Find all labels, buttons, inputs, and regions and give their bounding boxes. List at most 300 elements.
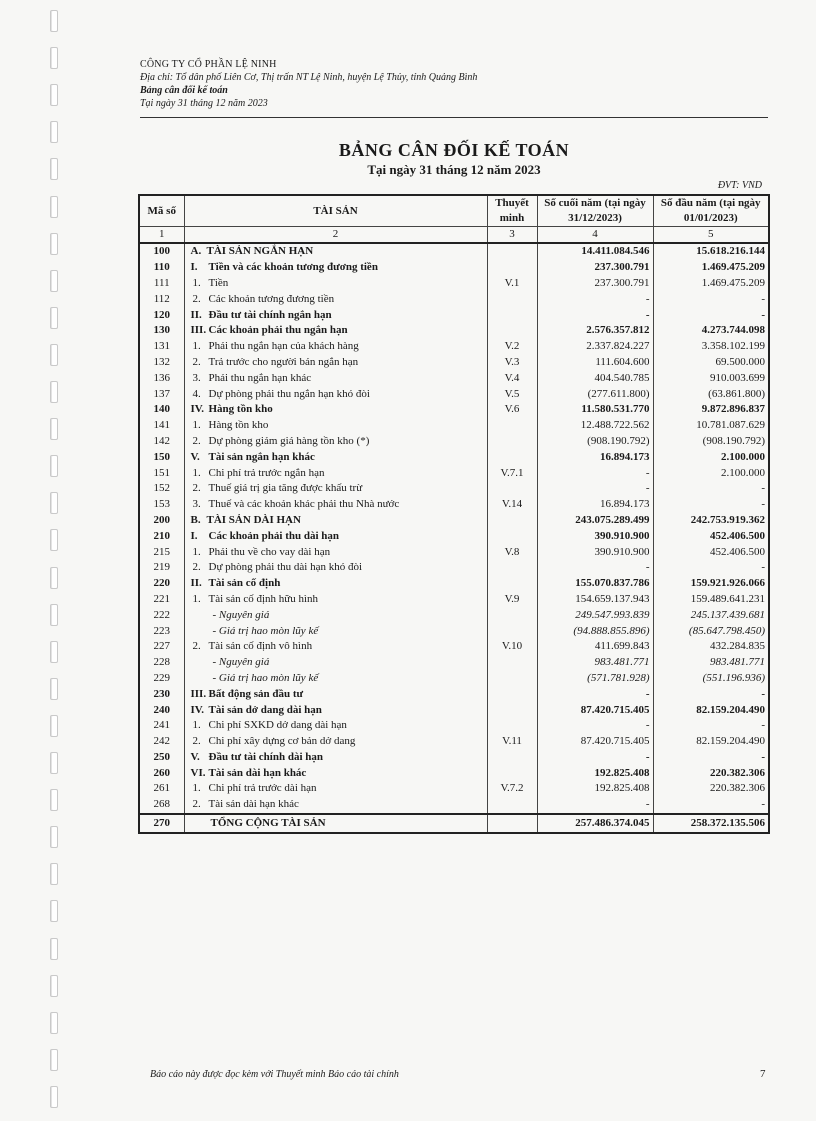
row-end-value: 154.659.137.943 [537,592,653,608]
row-start-value: (63.861.800) [653,386,769,402]
table-row [139,434,769,450]
table-row [139,386,769,402]
row-code: 111 [139,276,184,292]
row-end-value: 390.910.900 [537,544,653,560]
table-row [139,797,769,814]
row-label [184,655,487,671]
row-prefix: 2. [192,482,201,495]
binder-hole [50,789,58,811]
col-header-note: Thuyết minh [487,195,537,227]
row-note: V.3 [487,355,537,371]
row-code: 141 [139,418,184,434]
col-header-start: Số đầu năm (tại ngày 01/01/2023) [653,195,769,227]
binder-hole [50,567,58,589]
row-note: V.8 [487,544,537,560]
binder-hole [50,121,58,143]
page-title: BẢNG CÂN ĐỐI KẾ TOÁN [338,140,570,160]
col-index: 5 [653,227,769,244]
row-note [487,434,537,450]
row-label-text: Tài sản cố định vô hình [208,640,313,653]
row-code: 142 [139,434,184,450]
row-code: 110 [139,260,184,276]
row-start-value: 2.100.000 [653,465,769,481]
row-start-value: 10.781.087.629 [653,418,769,434]
row-start-value: 82.159.204.490 [653,702,769,718]
row-start-value: 9.872.896.837 [653,402,769,418]
row-note [487,797,537,814]
row-label [184,623,487,639]
table-row [139,560,769,576]
row-note [487,418,537,434]
row-start-value: - [653,481,769,497]
row-start-value: 159.489.641.231 [653,592,769,608]
row-end-value: (94.888.855.896) [537,623,653,639]
row-label [184,750,487,766]
header-divider [140,117,768,118]
row-end-value: 192.825.408 [537,765,653,781]
row-start-value: 2.100.000 [653,449,769,465]
binder-hole [50,344,58,366]
table-row [139,544,769,560]
row-label-text: Tài sản cố định hữu hình [208,592,319,605]
row-prefix: 1. [192,782,201,795]
balance-sheet-table [138,194,770,834]
table-row [139,576,769,592]
row-prefix: 1. [192,545,201,558]
column-index-row [139,227,769,244]
row-end-value: - [537,686,653,702]
row-code: 210 [139,528,184,544]
table-row [139,623,769,639]
binder-hole [50,47,58,69]
row-end-value: 16.894.173 [537,449,653,465]
row-label-text: Tài sản dở dang dài hạn [208,703,322,716]
row-label [184,449,487,465]
row-start-value: 15.618.216.144 [653,243,769,260]
binder-hole [50,863,58,885]
row-code: 242 [139,734,184,750]
binder-hole [50,604,58,626]
binder-hole [50,196,58,218]
row-code: 260 [139,765,184,781]
row-note [487,702,537,718]
table-row [139,655,769,671]
row-prefix: V. [190,750,200,763]
row-prefix: 2. [192,355,201,368]
row-note: V.10 [487,639,537,655]
row-note: V.4 [487,370,537,386]
row-prefix: V. [190,450,200,463]
row-note [487,513,537,529]
row-start-value: 220.382.306 [653,781,769,797]
row-note: V.1 [487,276,537,292]
row-code: 268 [139,797,184,814]
row-note [487,560,537,576]
page-subtitle: Tại ngày 31 tháng 12 năm 2023 [367,162,541,177]
binder-hole [50,84,58,106]
row-label [184,243,487,260]
row-label-text: Tài sản dài hạn khác [208,766,307,779]
row-label [184,513,487,529]
row-label [184,607,487,623]
row-label-text: Bất động sản đầu tư [208,687,304,700]
row-start-value: 1.469.475.209 [653,276,769,292]
row-label-text: Đầu tư tài chính ngắn hạn [208,308,332,321]
table-row [139,686,769,702]
table-row [139,418,769,434]
binder-hole [50,975,58,997]
row-end-value: 237.300.791 [537,260,653,276]
row-end-value: 237.300.791 [537,276,653,292]
row-end-value: - [537,307,653,323]
row-end-value: 983.481.771 [537,655,653,671]
row-code: 219 [139,560,184,576]
row-note [487,623,537,639]
binder-hole [50,900,58,922]
row-label [184,339,487,355]
binder-hole [50,381,58,403]
row-note: V.7.1 [487,465,537,481]
row-start-value: 432.284.835 [653,639,769,655]
col-header-asset: TÀI SẢN [184,195,487,227]
col-header-code: Mã số [139,195,184,227]
row-start-value: 242.753.919.362 [653,513,769,529]
row-code: 152 [139,481,184,497]
row-note [487,655,537,671]
binder-hole [50,938,58,960]
table-row [139,513,769,529]
row-note [487,260,537,276]
row-label-text: Chi phí SXKD dở dang dài hạn [208,719,347,732]
row-end-value: - [537,291,653,307]
row-end-value: - [537,750,653,766]
row-end-value: 243.075.289.499 [537,513,653,529]
row-note: V.2 [487,339,537,355]
row-code: 229 [139,671,184,687]
row-prefix: III. [190,687,207,700]
row-prefix: 2. [192,640,201,653]
row-prefix: III. [190,324,207,337]
binder-hole [50,158,58,180]
row-prefix: 2. [192,735,201,748]
row-label-text: Thuế giá trị gia tăng được khấu trừ [208,482,363,495]
row-prefix: II. [190,308,202,321]
row-label [184,370,487,386]
row-code: 221 [139,592,184,608]
row-end-value: 2.337.824.227 [537,339,653,355]
row-start-value: 3.358.102.199 [653,339,769,355]
row-code: 100 [139,243,184,260]
row-code: 222 [139,607,184,623]
table-row [139,781,769,797]
row-label-text: - Nguyên giá [212,656,270,669]
total-row [139,814,769,833]
row-start-value: 82.159.204.490 [653,734,769,750]
row-code: 150 [139,449,184,465]
table-row [139,276,769,292]
row-end-value: - [537,560,653,576]
table-row [139,765,769,781]
row-note: V.6 [487,402,537,418]
row-end-value: 12.488.722.562 [537,418,653,434]
row-label-text: Hàng tồn kho [208,419,269,432]
row-prefix: 3. [192,371,201,384]
table-row [139,307,769,323]
row-end-value: 2.576.357.812 [537,323,653,339]
row-label [184,528,487,544]
row-prefix: B. [190,513,201,526]
row-note: V.11 [487,734,537,750]
row-label-text: Tài sản cố định [208,577,281,590]
row-label [184,481,487,497]
table-row [139,592,769,608]
row-end-value: (571.781.928) [537,671,653,687]
row-end-value: - [537,465,653,481]
binder-hole [50,307,58,329]
total-start: 258.372.135.506 [653,814,769,833]
table-row [139,702,769,718]
company-name: CÔNG TY CỔ PHẦN LỆ NINH [140,59,277,70]
row-code: 131 [139,339,184,355]
row-code: 227 [139,639,184,655]
row-end-value: (908.190.792) [537,434,653,450]
row-label [184,765,487,781]
page-number: 7 [760,1068,766,1080]
row-start-value: 452.406.500 [653,544,769,560]
row-start-value: - [653,497,769,513]
row-label [184,497,487,513]
row-code: 220 [139,576,184,592]
row-prefix: 3. [192,498,201,511]
row-label-text: Tài sản dài hạn khác [208,798,299,811]
row-start-value: - [653,307,769,323]
row-label [184,686,487,702]
row-code: 261 [139,781,184,797]
row-label-text: - Giá trị hao mòn lũy kế [212,671,319,684]
row-code: 112 [139,291,184,307]
row-code: 130 [139,323,184,339]
table-row [139,750,769,766]
row-label-text: Các khoản phải thu dài hạn [208,529,340,542]
table-row [139,671,769,687]
binder-hole [50,455,58,477]
row-prefix: II. [190,577,202,590]
row-note [487,323,537,339]
row-label-text: Hàng tồn kho [208,403,273,416]
row-end-value: 87.420.715.405 [537,734,653,750]
row-label [184,355,487,371]
row-start-value: - [653,797,769,814]
row-prefix: 2. [192,292,201,305]
row-start-value: 4.273.744.098 [653,323,769,339]
table-row [139,465,769,481]
row-code: 241 [139,718,184,734]
row-label-text: Dự phòng phải thu dài hạn khó đòi [208,561,363,574]
binder-hole [50,233,58,255]
binder-hole [50,678,58,700]
row-note [487,750,537,766]
row-label [184,260,487,276]
row-note [487,718,537,734]
col-index: 1 [139,227,184,244]
row-end-value: - [537,797,653,814]
row-label [184,402,487,418]
row-note [487,307,537,323]
row-label-text: Chi phí trả trước ngắn hạn [208,466,325,479]
row-label-text: - Nguyên giá [212,608,270,621]
row-prefix: 1. [192,719,201,732]
row-label [184,671,487,687]
row-label [184,592,487,608]
company-address: Địa chỉ: Tổ dân phố Liên Cơ, Thị trấn NT Lệ Ninh, huyện Lệ Thủy, tỉnh Quảng Bình [140,72,478,83]
row-label-text: - Giá trị hao mòn lũy kế [212,624,319,637]
row-start-value: 69.500.000 [653,355,769,371]
row-label-text: Tài sản ngắn hạn khác [208,450,315,463]
row-label-text: Chi phí xây dựng cơ bản dở dang [208,735,356,748]
row-code: 215 [139,544,184,560]
row-start-value: 910.003.699 [653,370,769,386]
row-end-value: 111.604.600 [537,355,653,371]
row-start-value: 245.137.439.681 [653,607,769,623]
row-code: 223 [139,623,184,639]
row-start-value: (551.196.936) [653,671,769,687]
row-prefix: 4. [192,387,201,400]
row-end-value: 16.894.173 [537,497,653,513]
row-prefix: 1. [192,276,201,289]
row-end-value: 155.070.837.786 [537,576,653,592]
table-header-row [139,195,769,227]
table-row [139,291,769,307]
table-row [139,528,769,544]
row-note [487,765,537,781]
row-label [184,323,487,339]
total-label: TỔNG CỘNG TÀI SẢN [184,814,487,833]
row-prefix: VI. [190,766,206,779]
row-label [184,781,487,797]
row-label-text: Các khoản phải thu ngắn hạn [208,324,348,337]
row-prefix: 1. [192,340,201,353]
row-label-text: TÀI SẢN DÀI HẠN [206,513,301,526]
row-label-text: Thuế và các khoản khác phải thu Nhà nước [208,498,400,511]
row-note: V.7.2 [487,781,537,797]
row-start-value: - [653,560,769,576]
row-prefix: I. [190,261,198,274]
row-start-value: - [653,291,769,307]
row-start-value: 452.406.500 [653,528,769,544]
binder-hole [50,752,58,774]
row-label-text: Trả trước cho người bán ngắn hạn [208,355,359,368]
row-label [184,639,487,655]
row-prefix: 2. [192,434,201,447]
row-start-value: 1.469.475.209 [653,260,769,276]
row-label [184,418,487,434]
currency-unit: ĐVT: VND [717,180,762,191]
row-label [184,465,487,481]
binder-holes [0,0,70,1121]
row-prefix: IV. [190,403,205,416]
row-prefix: IV. [190,703,205,716]
document-name: Bảng cân đối kế toán [140,85,228,96]
row-end-value: - [537,481,653,497]
row-prefix: A. [190,245,202,258]
col-header-end: Số cuối năm (tại ngày 31/12/2023) [537,195,653,227]
total-note [487,814,537,833]
row-label-text: Tiền và các khoản tương đương tiền [208,261,378,274]
row-end-value: 11.580.531.770 [537,402,653,418]
row-note [487,686,537,702]
row-code: 140 [139,402,184,418]
row-end-value: 192.825.408 [537,781,653,797]
row-start-value: - [653,750,769,766]
row-label [184,276,487,292]
binder-hole [50,529,58,551]
row-start-value: 983.481.771 [653,655,769,671]
row-label [184,386,487,402]
row-end-value: 404.540.785 [537,370,653,386]
row-prefix: 1. [192,466,201,479]
table-row [139,481,769,497]
row-note [487,291,537,307]
row-note: V.5 [487,386,537,402]
row-label [184,560,487,576]
row-start-value: 220.382.306 [653,765,769,781]
table-row [139,355,769,371]
table-row [139,734,769,750]
row-code: 153 [139,497,184,513]
binder-hole [50,1012,58,1034]
row-code: 228 [139,655,184,671]
row-start-value: 159.921.926.066 [653,576,769,592]
row-label-text: Dự phòng giảm giá hàng tồn kho (*) [208,434,370,447]
row-label-text: Đầu tư tài chính dài hạn [208,750,323,763]
row-note [487,607,537,623]
row-start-value: (908.190.792) [653,434,769,450]
row-prefix: 1. [192,592,201,605]
col-index: 3 [487,227,537,244]
row-label-text: Phải thu ngắn hạn của khách hàng [208,340,359,353]
row-prefix: I. [190,529,198,542]
binder-hole [50,270,58,292]
binder-hole [50,1049,58,1071]
row-note [487,576,537,592]
row-code: 137 [139,386,184,402]
row-label [184,544,487,560]
row-label [184,797,487,814]
row-code: 200 [139,513,184,529]
table-row [139,639,769,655]
binder-hole [50,826,58,848]
header-date: Tại ngày 31 tháng 12 năm 2023 [140,98,268,109]
row-label-text: Chi phí trả trước dài hạn [208,782,317,795]
row-label [184,291,487,307]
company-header [140,58,477,110]
row-note [487,671,537,687]
total-end: 257.486.374.045 [537,814,653,833]
table-row [139,607,769,623]
row-label [184,702,487,718]
total-code: 270 [139,814,184,833]
row-end-value: 390.910.900 [537,528,653,544]
row-code: 250 [139,750,184,766]
table-body [139,243,769,814]
row-note [487,243,537,260]
row-label-text: TÀI SẢN NGẮN HẠN [206,245,314,258]
row-code: 240 [139,702,184,718]
row-code: 120 [139,307,184,323]
table-row [139,243,769,260]
row-label-text: Các khoản tương đương tiền [208,292,335,305]
table-row [139,449,769,465]
